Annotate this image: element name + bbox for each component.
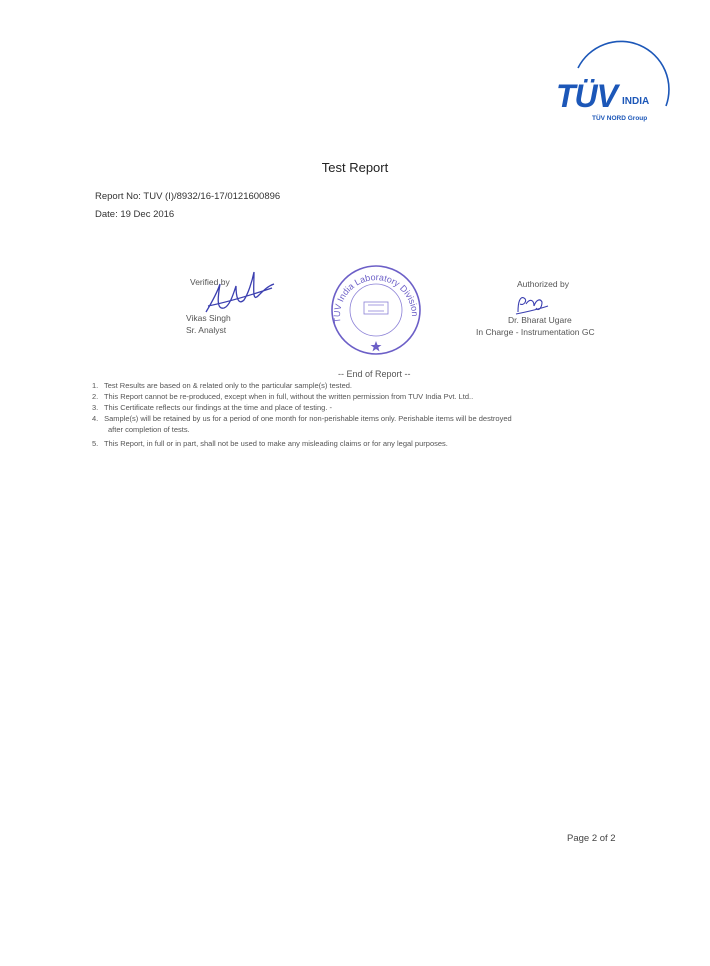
authorizer-name: Dr. Bharat Ugare xyxy=(508,315,572,325)
note-item xyxy=(92,380,612,391)
verified-by-label: Verified by xyxy=(190,277,230,287)
report-notes xyxy=(92,380,612,449)
logo-brand: TÜV xyxy=(556,78,617,114)
logo-group: TÜV NORD Group xyxy=(592,115,648,122)
svg-text:TUV India Laboratory Division xyxy=(332,272,420,323)
note-continuation: after completion of tests. xyxy=(108,425,190,434)
authorizer-title: In Charge - Instrumentation GC xyxy=(476,327,595,337)
verifier-title: Sr. Analyst xyxy=(186,325,227,335)
report-date: Date: 19 Dec 2016 xyxy=(95,209,175,220)
note-number: 3. xyxy=(92,403,99,412)
note-text: Test Results are based on & related only to the particular sample(s) tested. xyxy=(103,381,352,390)
authorized-by-label: Authorized by xyxy=(517,279,569,289)
logo-suffix: INDIA xyxy=(622,96,650,107)
note-text: This Report, in full or in part, shall not be used to make any misleading claims or for any legal purposes. xyxy=(103,439,448,448)
end-of-report: -- End of Report -- xyxy=(338,369,411,379)
note-text: This Report cannot be re-produced, except when in full, without the written permission from TUV India Pvt. Ltd.. xyxy=(103,392,474,401)
note-item xyxy=(92,413,612,435)
page-title: Test Report xyxy=(321,160,389,175)
note-number: 4. xyxy=(92,414,99,423)
note-item xyxy=(92,402,612,413)
note-item xyxy=(92,438,612,449)
note-text: Sample(s) will be retained by us for a period of one month for non-perishable items only. Perishable items will be destroyed xyxy=(104,414,512,423)
note-number: 5. xyxy=(92,439,99,448)
laboratory-stamp-icon xyxy=(328,262,424,358)
stamp-text: TUV India Laboratory Division xyxy=(331,272,421,324)
page-number: Page 2 of 2 xyxy=(567,833,616,844)
report-number: Report No: TUV (I)/8932/16-17/0121600896 xyxy=(95,191,281,202)
authorizer-signature-icon xyxy=(512,290,552,318)
tuv-india-logo xyxy=(548,28,678,128)
note-text: This Certificate reflects our findings at the time and place of testing. - xyxy=(103,403,332,412)
verifier-signature-icon xyxy=(198,262,278,332)
note-number: 2. xyxy=(92,392,99,401)
verifier-name: Vikas Singh xyxy=(186,313,231,323)
note-item xyxy=(92,391,612,402)
note-number: 1. xyxy=(92,381,99,390)
